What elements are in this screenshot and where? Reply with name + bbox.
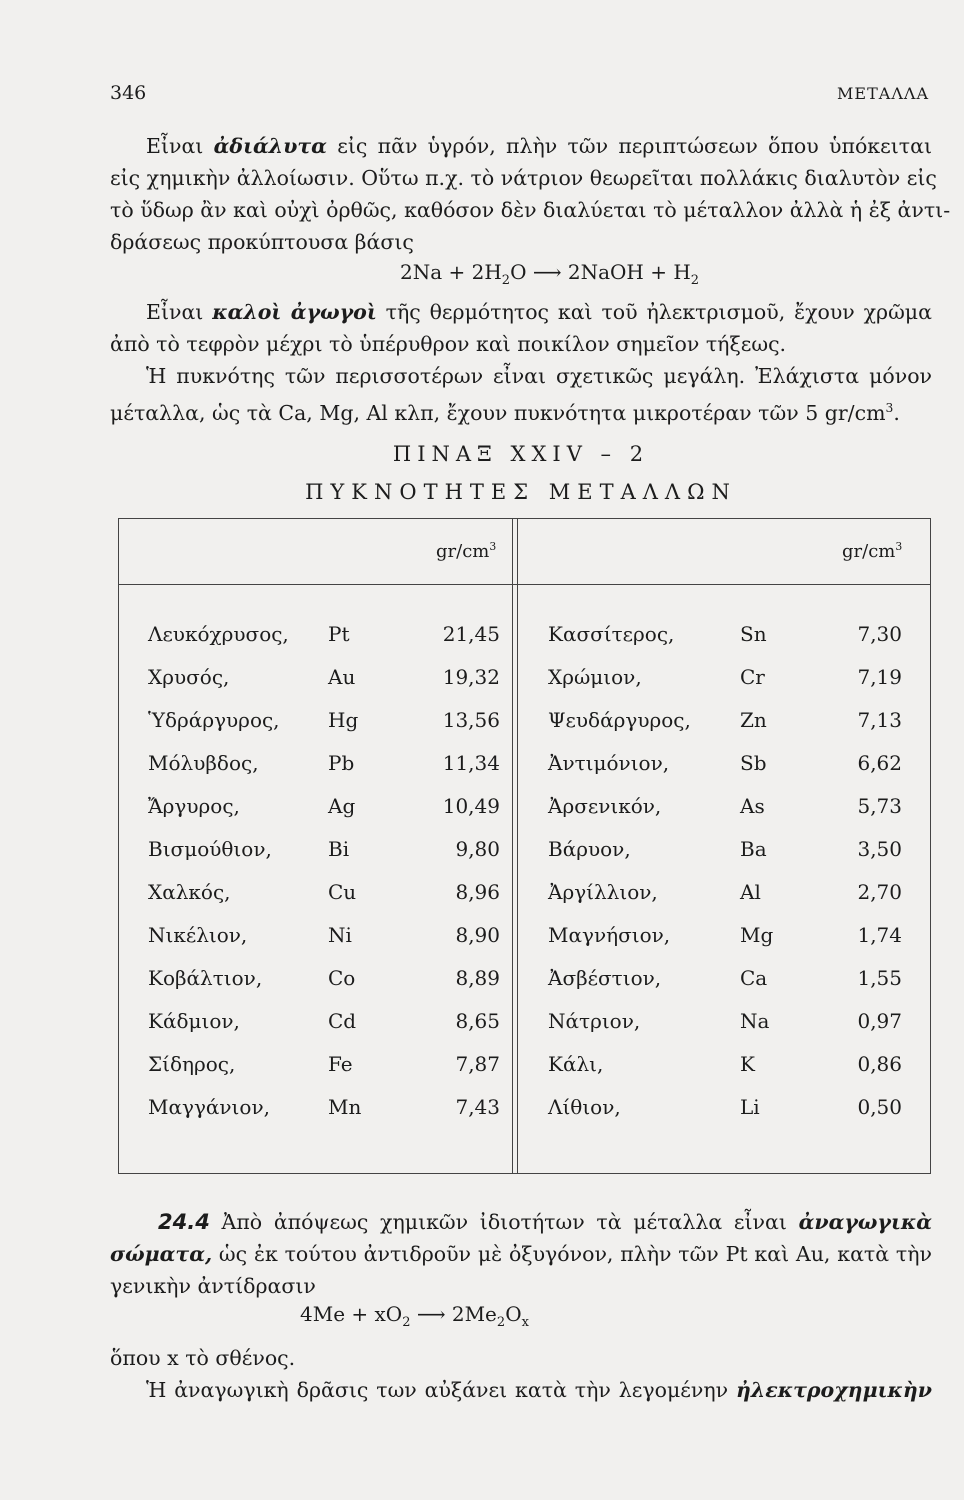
section-line-1: 24.4 Ἀπὸ ἀπόψεως χημικῶν ἰδιοτήτων τὰ μέταλλα εἶναι ἀναγωγικὰ	[158, 1210, 932, 1234]
page-header	[110, 82, 929, 112]
table-title: ΠΥΚΝΟΤΗΤΕΣ ΜΕΤΑΛΛΩΝ	[305, 480, 737, 504]
table-row: Κοβάλτιον, Co 8,89 Ἀσβέστιον, Ca 1,55	[148, 966, 902, 990]
table-number: ΠΙΝΑΞ XXIV – 2	[392, 442, 650, 466]
props-line-4: μέταλλα, ὡς τὰ Ca, Mg, Al κλπ, ἔχουν πυκνότητα μικροτέραν τῶν 5 $gr/cm^3$.	[110, 400, 900, 425]
closing-paragraph	[110, 1342, 932, 1406]
equation-oxidation: $4Me + xO_2$ ⟶ $2Me_2O_x$	[300, 1302, 529, 1330]
section-line-2: σώματα, ὡς ἐκ τούτου ἀντιδροῦν μὲ ὀξυγόνον, πλὴν τῶν Pt καὶ Au, κατὰ τὴν	[110, 1242, 932, 1266]
props-line-1: Εἶναι καλοὶ ἀγωγοὶ τῆς θερμότητος καὶ τοῦ ἠλεκτρισμοῦ, ἔχουν χρῶμα	[146, 300, 932, 324]
table-row: Σίδηρος, Fe 7,87 Κάλι, K 0,86	[148, 1052, 902, 1076]
properties-paragraph	[110, 296, 932, 429]
section-number: 24.4	[158, 1210, 210, 1234]
term-bodies: σώματα,	[110, 1242, 213, 1266]
table-row: Λευκόχρυσος, Pt 21,45 Κασσίτερος, Sn 7,30	[148, 622, 902, 646]
section-24-4-paragraph	[110, 1206, 932, 1302]
table-top-rule	[118, 518, 931, 519]
table-header-rule	[118, 584, 931, 585]
intro-line-1: Εἶναι ἀδιάλυτα εἰς πᾶν ὑγρόν, πλὴν τῶν περιπτώσεων ὅπου ὑπόκειται	[146, 134, 932, 158]
table-row: Χαλκός, Cu 8,96 Ἀργίλλιον, Al 2,70	[148, 880, 902, 904]
page-number: 346	[110, 82, 147, 104]
running-head: ΜΕΤΑΛΛΑ	[837, 84, 929, 103]
term-reducing: ἀναγωγικὰ	[798, 1210, 932, 1234]
props-line-3: Ἡ πυκνότης τῶν περισσοτέρων εἶναι σχετικῶς μεγάλη. Ἐλάχιστα μόνον	[146, 364, 932, 388]
table-row: Βισμούθιον, Bi 9,80 Βάρυον, Ba 3,50	[148, 837, 902, 861]
table-row: Μόλυβδος, Pb 11,34 Ἀντιμόνιον, Sb 6,62	[148, 751, 902, 775]
table-row: Μαγγάνιον, Mn 7,43 Λίθιον, Li 0,50	[148, 1095, 902, 1119]
intro-paragraph	[110, 130, 951, 258]
closing-line-1: ὅπου x τὸ σθένος.	[110, 1346, 296, 1370]
term-insoluble: ἀδιάλυτα	[213, 134, 327, 158]
intro-line-2: εἰς χημικὴν ἀλλοίωσιν. Οὕτω π.χ. τὸ νάτριον θεωρεῖται πολλάκις διαλυτὸν εἰς	[110, 166, 937, 190]
term-electrochemical: ἠλεκτροχημικὴν	[735, 1378, 932, 1402]
density-table	[118, 518, 931, 1174]
table-bottom-rule	[118, 1173, 931, 1174]
table-row: Χρυσός, Au 19,32 Χρώμιον, Cr 7,19	[148, 665, 902, 689]
unit-header-left: $gr/cm^3$	[436, 540, 497, 562]
closing-line-2: Ἡ ἀναγωγικὴ δρᾶσις των αὐξάνει κατὰ τὴν λεγομένην ἠλεκτροχημικὴν	[146, 1378, 932, 1402]
section-line-3: γενικὴν ἀντίδρασιν	[110, 1274, 316, 1298]
term-good-conductors: καλοὶ ἀγωγοὶ	[212, 300, 377, 324]
props-line-2: ἀπὸ τὸ τεφρὸν μέχρι τὸ ὑπέρυθρον καὶ ποικίλον σημεῖον τήξεως.	[110, 332, 787, 356]
intro-line-3: τὸ ὕδωρ ἂν καὶ οὐχὶ ὀρθῶς, καθόσον δὲν διαλύεται τὸ μέταλλον ἀλλὰ ἡ ἐξ ἀντι-	[110, 198, 951, 222]
table-row: Ἄργυρος, Ag 10,49 Ἀρσενικόν, As 5,73	[148, 794, 902, 818]
table-row: Νικέλιον, Ni 8,90 Μαγνήσιον, Mg 1,74	[148, 923, 902, 947]
unit-header-right: $gr/cm^3$	[842, 540, 903, 562]
intro-line-4: δράσεως προκύπτουσα βάσις	[110, 230, 414, 254]
equation-sodium-water: $2Na + 2H_2O$ ⟶ 2NaOH + $H_2$	[400, 260, 700, 288]
table-row: Κάδμιον, Cd 8,65 Νάτριον, Na 0,97	[148, 1009, 902, 1033]
table-row: Ὑδράργυρος, Hg 13,56 Ψευδάργυρος, Zn 7,13	[148, 708, 902, 732]
